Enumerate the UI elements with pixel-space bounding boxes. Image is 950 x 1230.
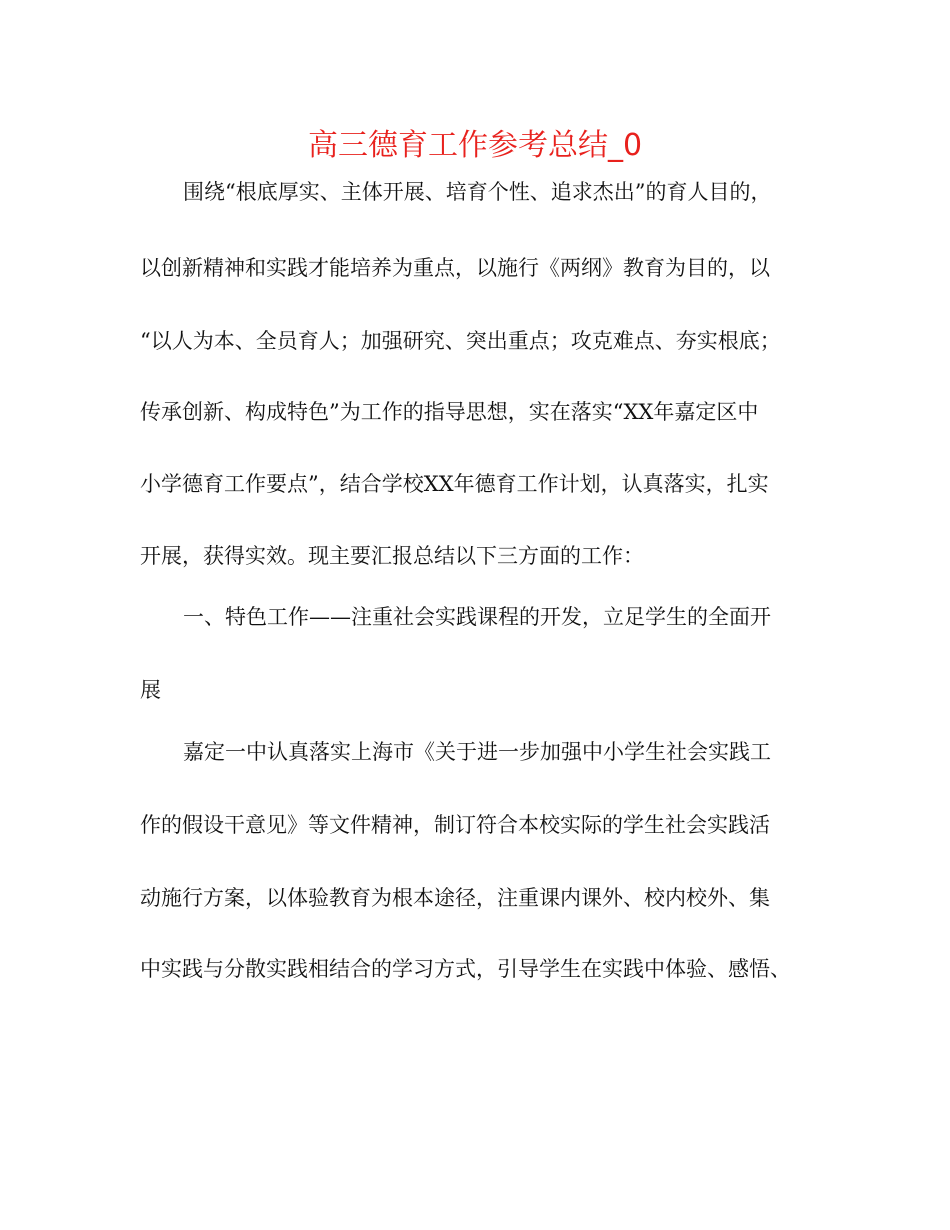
- paragraph-line: 嘉定一中认真落实上海市《关于进一步加强中小学生社会实践工: [183, 740, 771, 764]
- section-heading-line: 一、特色工作——注重社会实践课程的开发，立足学生的全面开: [183, 605, 771, 629]
- paragraph-line: “以人为本、全员育人；加强研究、突出重点；攻克难点、夯实根底；: [140, 329, 781, 353]
- paragraph-line: 动施行方案，以体验教育为根本途径，注重课内课外、校内校外、集: [140, 886, 770, 910]
- paragraph-line: 中实践与分散实践相结合的学习方式，引导学生在实践中体验、感悟、: [140, 957, 791, 981]
- document-title: 高三德育工作参考总结_0: [307, 128, 643, 163]
- section-heading-line: 展: [140, 678, 161, 702]
- paragraph-line: 作的假设干意见》等文件精神，制订符合本校实际的学生社会实践活: [140, 813, 770, 837]
- paragraph-line: 传承创新、构成特色”为工作的指导思想，实在落实“XX年嘉定区中: [140, 400, 759, 424]
- paragraph-line: 围绕“根底厚实、主体开展、培育个性、追求杰出”的育人目的，: [183, 180, 772, 204]
- paragraph-line: 开展，获得实效。现主要汇报总结以下三方面的工作：: [140, 544, 644, 568]
- paragraph-line: 以创新精神和实践才能培养为重点，以施行《两纲》教育为目的，以: [140, 256, 770, 280]
- paragraph-line: 小学德育工作要点”，结合学校XX年德育工作计划，认真落实，扎实: [140, 472, 769, 496]
